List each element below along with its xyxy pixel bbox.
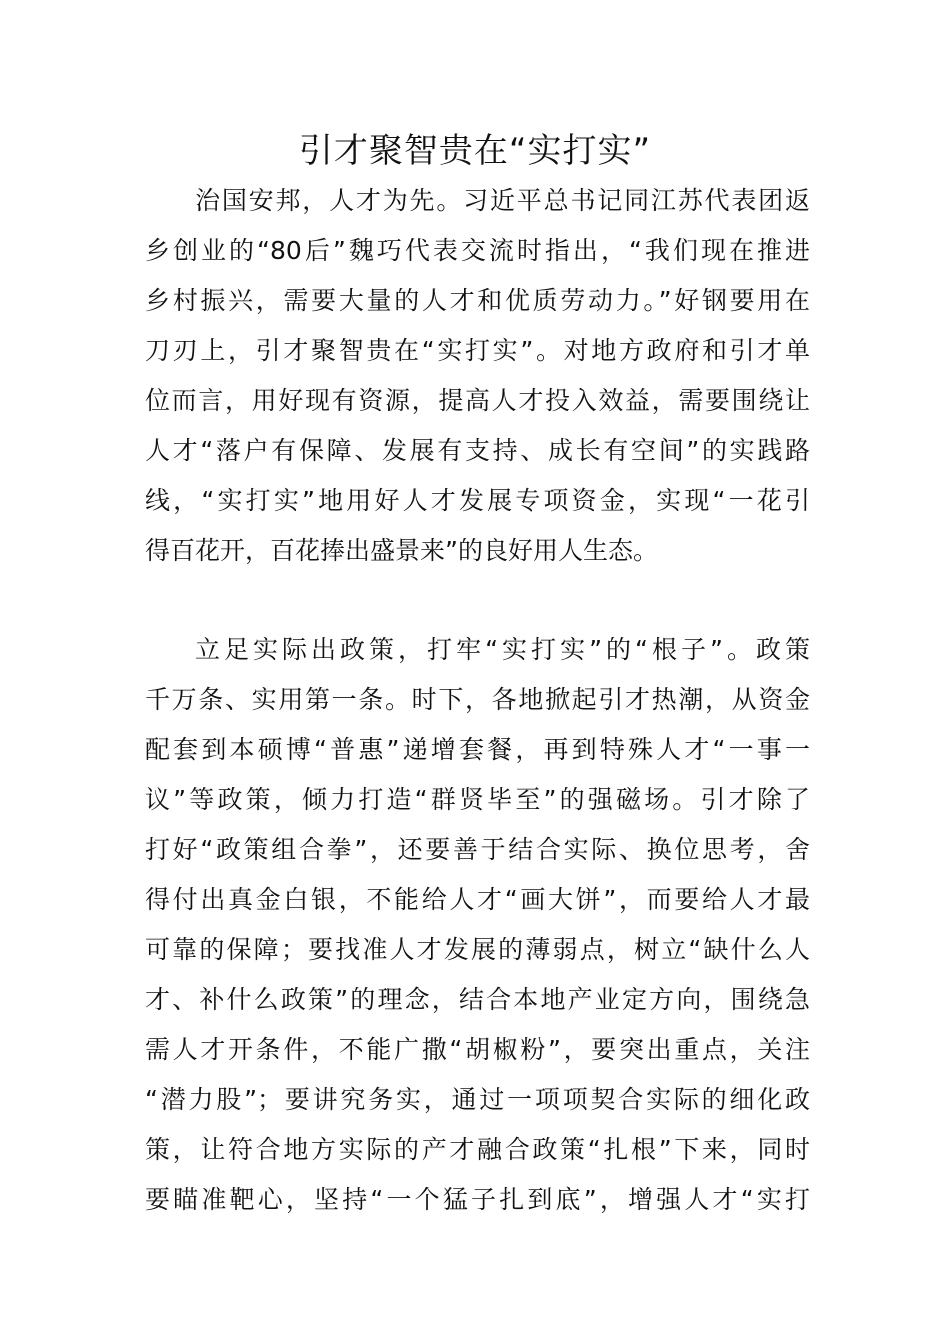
paragraph-2 [145, 625, 810, 1225]
text-line: 乡创业的“80后”魏巧代表交流时指出，“我们现在推进 [145, 236, 810, 265]
text-line: 立足实际出政策，打牢“实打实”的“根子”。政策 [195, 635, 810, 664]
text-line: 要瞄准靶心，坚持“一个猛子扎到底”，增强人才“实打 [145, 1185, 810, 1214]
text-line: 可靠的保障；要找准人才发展的薄弱点，树立“缺什么人 [145, 935, 810, 964]
text-line: 得付出真金白银，不能给人才“画大饼”，而要给人才最 [145, 885, 810, 914]
document-title: 引才聚智贵在“实打实” [298, 131, 652, 171]
text-line: 治国安邦，人才为先。习近平总书记同江苏代表团返 [195, 186, 810, 215]
text-line: 才、补什么政策”的理念，结合本地产业定方向，围绕急 [145, 985, 810, 1014]
text-line: 乡村振兴，需要大量的人才和优质劳动力。”好钢要用在 [145, 286, 810, 315]
text-line: 议”等政策，倾力打造“群贤毕至”的强磁场。引才除了 [145, 785, 810, 814]
text-line: 配套到本硕博“普惠”递增套餐，再到特殊人才“一事一 [145, 735, 810, 764]
text-line: 人才“落户有保障、发展有支持、成长有空间”的实践路 [145, 436, 810, 465]
text-line: 需人才开条件，不能广撒“胡椒粉”，要突出重点，关注 [145, 1035, 810, 1064]
text-line: 得百花开，百花捧出盛景来”的良好用人生态。 [145, 536, 658, 565]
text-line: “潜力股”；要讲究务实，通过一项项契合实际的细化政 [145, 1085, 810, 1114]
text-line: 打好“政策组合拳”，还要善于结合实际、换位思考，舍 [145, 835, 810, 864]
text-line: 策，让符合地方实际的产才融合政策“扎根”下来，同时 [145, 1135, 810, 1164]
paragraph-1 [145, 176, 810, 576]
text-line: 位而言，用好现有资源，提高人才投入效益，需要围绕让 [145, 386, 810, 415]
text-line: 刀刃上，引才聚智贵在“实打实”。对地方政府和引才单 [145, 336, 810, 365]
text-line: 线，“实打实”地用好人才发展专项资金，实现“一花引 [145, 486, 810, 515]
text-line: 千万条、实用第一条。时下，各地掀起引才热潮，从资金 [145, 685, 810, 714]
